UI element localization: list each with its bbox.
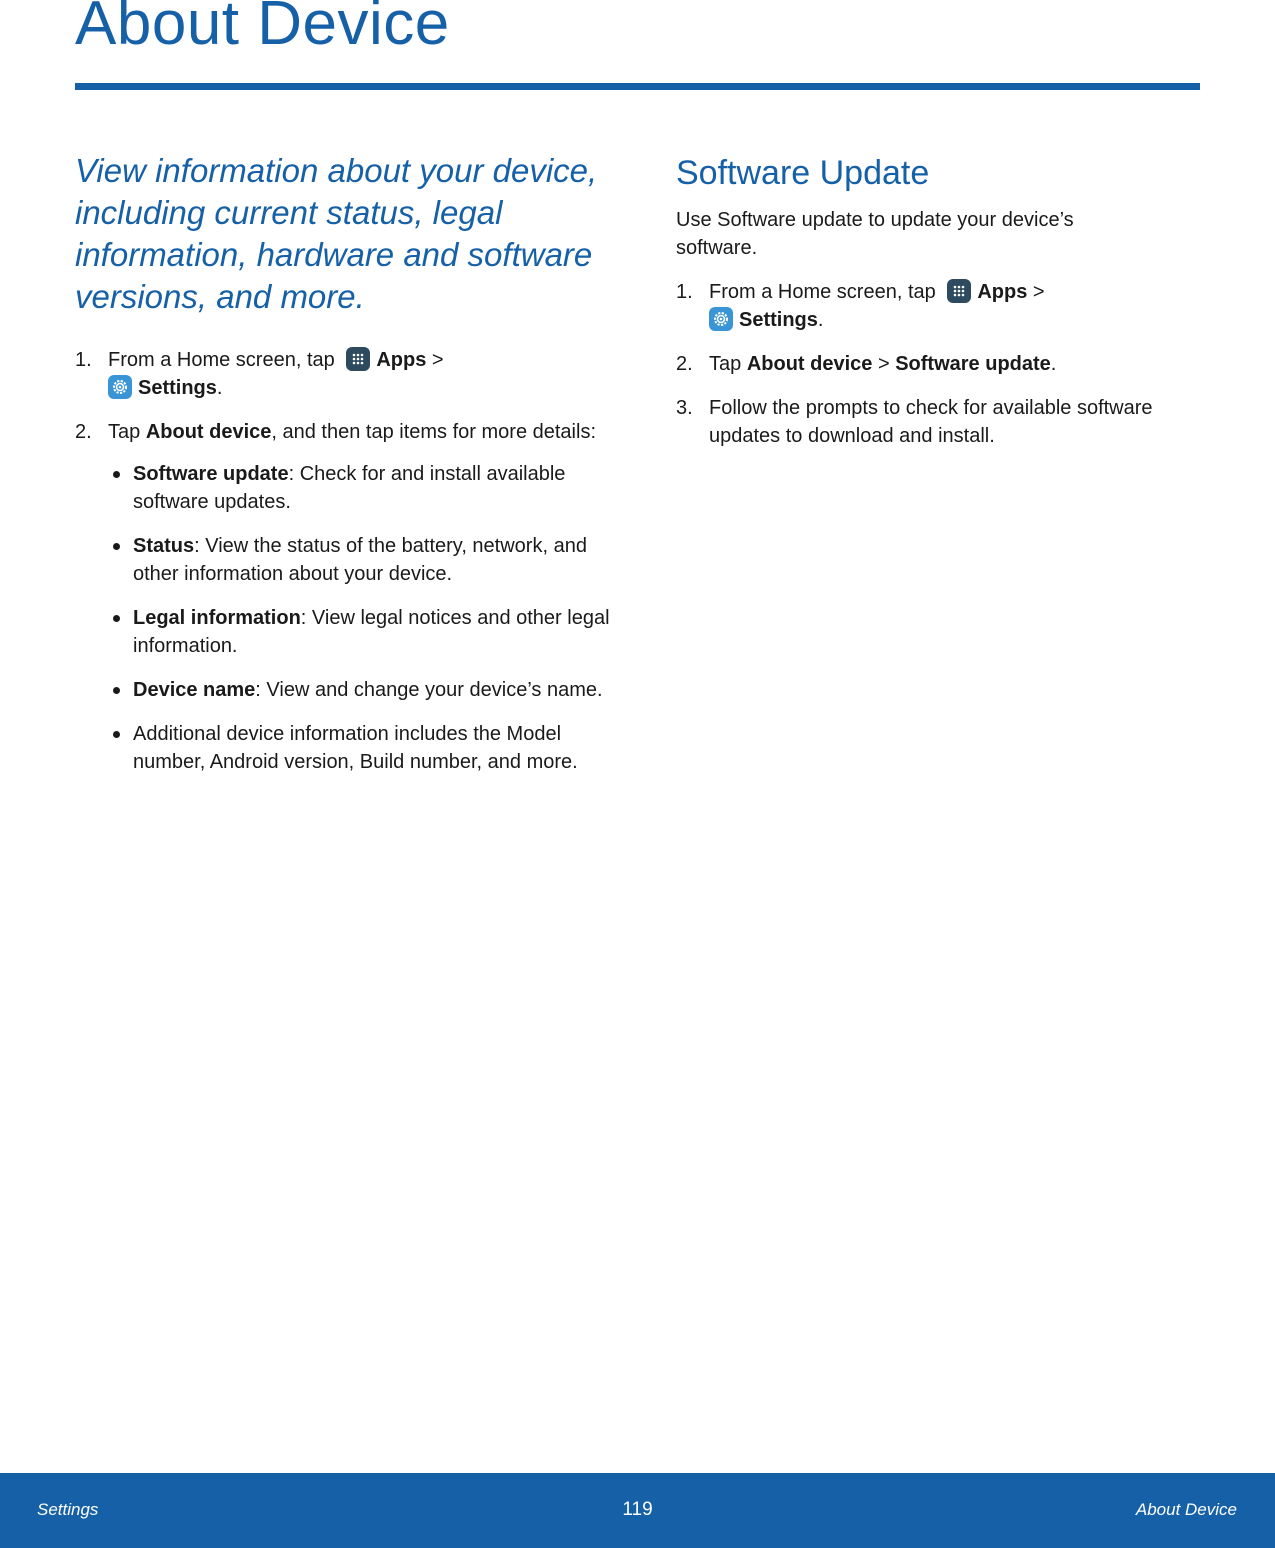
step-text: Tap — [108, 421, 141, 443]
steps-list — [75, 346, 615, 776]
about-device-label: About device — [145, 421, 272, 443]
step-text: Follow the prompts to check for available software updates to download and install. — [709, 397, 1153, 447]
bullet-dot — [113, 471, 120, 478]
bullet-term: Legal information — [133, 607, 301, 629]
bullet-term: Device name — [133, 679, 256, 701]
step-text: From a Home screen, tap — [709, 281, 936, 303]
step-number: 1. — [676, 281, 693, 303]
step-number: 3. — [676, 397, 693, 419]
step-text: Tap — [709, 353, 742, 375]
bullet-dot — [113, 687, 120, 694]
apps-grid-icon — [947, 279, 971, 303]
bullet-item — [108, 720, 615, 776]
step-item — [676, 278, 1156, 334]
section-heading: Software Update — [676, 154, 930, 192]
right-column — [676, 150, 1156, 466]
step-end: . — [216, 377, 223, 399]
separator: > — [1032, 281, 1045, 303]
step-number: 2. — [676, 353, 693, 375]
settings-gear-icon — [709, 307, 733, 331]
step-text-post: , and then tap items for more details: — [271, 421, 596, 443]
separator: > — [877, 353, 890, 375]
title-rule — [75, 83, 1200, 90]
page-title: About Device — [75, 0, 450, 58]
step-item — [75, 418, 615, 776]
bullet-list — [108, 460, 615, 776]
bullet-term: Software update — [133, 463, 289, 485]
bullet-text: : View and change your device’s name. — [255, 679, 603, 701]
apps-grid-icon — [346, 347, 370, 371]
about-device-label: About device — [746, 353, 873, 375]
bullet-item — [108, 532, 615, 588]
step-end: . — [1050, 353, 1057, 375]
apps-label: Apps — [977, 281, 1028, 303]
section-intro: Use Software update to update your device’s software. — [676, 209, 1074, 259]
page-number: 119 — [622, 1499, 653, 1520]
step-text: From a Home screen, tap — [108, 349, 335, 371]
step-item — [75, 346, 615, 402]
bullet-text: : Check for and install available software updates. — [133, 463, 566, 513]
step-number: 1. — [75, 349, 92, 371]
settings-label: Settings — [739, 309, 818, 331]
apps-label: Apps — [376, 349, 427, 371]
step-item — [676, 350, 1156, 378]
steps-list — [676, 278, 1156, 450]
bullet-dot — [113, 543, 120, 550]
footer-chapter-label: About Device — [1135, 1500, 1237, 1519]
bullet-dot — [113, 731, 120, 738]
step-end: . — [817, 309, 824, 331]
intro-text: View information about your device, including current status, legal information, hardware and software versions, and more. — [75, 152, 598, 315]
bullet-text: : View the status of the battery, network, and other information about your device. — [133, 535, 587, 585]
page-footer — [0, 1473, 1275, 1548]
step-number: 2. — [75, 421, 92, 443]
settings-gear-icon — [108, 375, 132, 399]
bullet-text: Additional device information includes the Model number, Android version, Build number, and more. — [133, 723, 578, 773]
bullet-dot — [113, 615, 120, 622]
footer-section-label: Settings — [37, 1500, 99, 1519]
bullet-item — [108, 676, 615, 704]
software-update-label: Software update — [895, 353, 1051, 375]
step-item — [676, 394, 1156, 450]
bullet-text: : View legal notices and other legal information. — [133, 607, 610, 657]
bullet-term: Status — [133, 535, 195, 557]
bullet-item — [108, 604, 615, 660]
bullet-item — [108, 460, 615, 516]
left-column — [75, 150, 615, 792]
separator: > — [431, 349, 444, 371]
settings-label: Settings — [138, 377, 217, 399]
